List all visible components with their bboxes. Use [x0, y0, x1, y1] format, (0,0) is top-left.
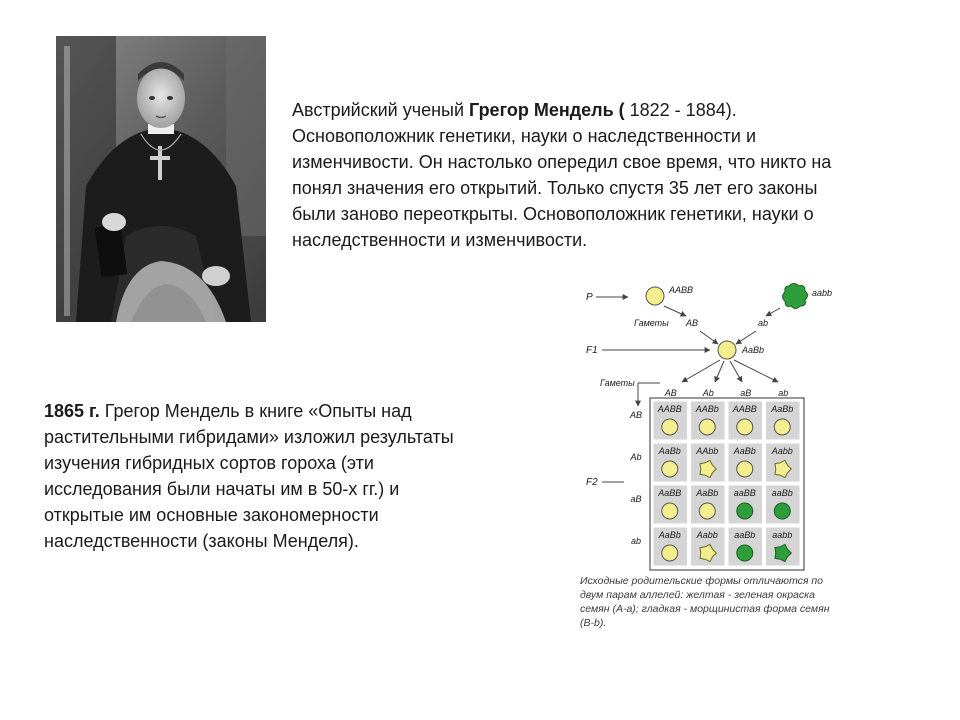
f1-genotype: AaBb	[742, 345, 765, 355]
gametes-label-top: Гаметы	[634, 318, 669, 328]
gamete-1: AB	[686, 318, 699, 328]
caption-line-3: семян (А-а); гладкая - морщинистая форма семян	[580, 603, 830, 615]
yellow-smooth-seed	[662, 419, 678, 435]
caption-line-2: двум парам аллелей: желтая - зеленая окраска	[580, 589, 815, 601]
cell-genotype: Aabb	[771, 446, 793, 456]
caption-line-4: (В-b).	[580, 617, 607, 629]
row-gamete-4: ab	[630, 536, 642, 546]
bio-rest: Основоположник генетики, науки о наследственности и изменчивости. Он настолько опередил свое время, что никто на понял значения его открытий. Только спустя 35 лет его законы были заново переоткрыты. Основоположник генетики, науки о наследственности и изменчивости.	[292, 126, 832, 250]
parent1-genotype: AABB	[669, 285, 694, 295]
cell-genotype: AaBB	[658, 488, 682, 498]
column-gamete-4: ab	[778, 388, 789, 398]
yellow-smooth-seed	[737, 419, 753, 435]
gametes-label-f1: Гаметы	[600, 378, 635, 388]
f1-label: F1	[586, 345, 598, 356]
cell-genotype: AaBb	[658, 530, 681, 540]
green-smooth-seed	[737, 545, 753, 561]
book-year: 1865 г.	[44, 401, 100, 421]
yellow-smooth-seed	[774, 419, 790, 435]
yellow-smooth-seed	[737, 461, 753, 477]
parent-green-wrinkled-seed	[783, 284, 808, 309]
cell-genotype: aabb	[772, 530, 793, 540]
yellow-smooth-seed	[662, 503, 678, 519]
row-gamete-3: aB	[630, 494, 642, 504]
cell-genotype: Aabb	[696, 530, 718, 540]
column-gamete-3: aB	[740, 388, 752, 398]
green-smooth-seed	[737, 503, 753, 519]
bio-years: 1822 - 1884).	[624, 100, 737, 120]
gamete-2: ab	[758, 318, 769, 328]
yellow-smooth-seed	[699, 419, 715, 435]
book-text: Грегор Мендель в книге «Опыты над растительными гибридами» изложил результаты изучения гибридных сортов гороха (эти исследования были начаты им в 50-х гг.) и открытые им основные закономерности наследственности (законы Менделя).	[44, 401, 454, 551]
bio-name: Грегор Мендель (	[469, 100, 625, 120]
parent-yellow-seed	[646, 287, 664, 305]
cell-genotype: aaBB	[733, 488, 756, 498]
caption-line-1: Исходные родительские формы отличаются по	[580, 575, 823, 587]
cell-genotype: aaBb	[734, 530, 756, 540]
cell-genotype: AAbb	[696, 446, 719, 456]
green-smooth-seed	[774, 503, 790, 519]
cell-genotype: AaBb	[696, 488, 719, 498]
biography-text	[292, 97, 852, 253]
yellow-smooth-seed	[662, 461, 678, 477]
f2-label: F2	[586, 477, 598, 488]
column-gamete-2: Ab	[702, 388, 714, 398]
cell-genotype: AABB	[657, 404, 682, 414]
cell-genotype: AaBb	[733, 446, 756, 456]
cell-genotype: AABB	[732, 404, 757, 414]
column-gamete-1: AB	[664, 388, 677, 398]
cell-genotype: aaBb	[771, 488, 793, 498]
yellow-smooth-seed	[699, 503, 715, 519]
dihybrid-cross-scheme	[560, 276, 880, 636]
mendel-portrait	[56, 36, 266, 322]
row-gamete-2: Ab	[630, 452, 642, 462]
bio-intro: Австрийский ученый	[292, 100, 470, 120]
row-gamete-1: AB	[629, 410, 643, 420]
book-paragraph	[44, 398, 464, 554]
f1-seed	[718, 341, 736, 359]
cell-genotype: AaBb	[658, 446, 681, 456]
parent2-genotype: aabb	[812, 288, 833, 298]
p-label: P	[586, 292, 593, 303]
yellow-smooth-seed	[662, 545, 678, 561]
cell-genotype: AaBb	[771, 404, 794, 414]
cell-genotype: AABb	[695, 404, 719, 414]
